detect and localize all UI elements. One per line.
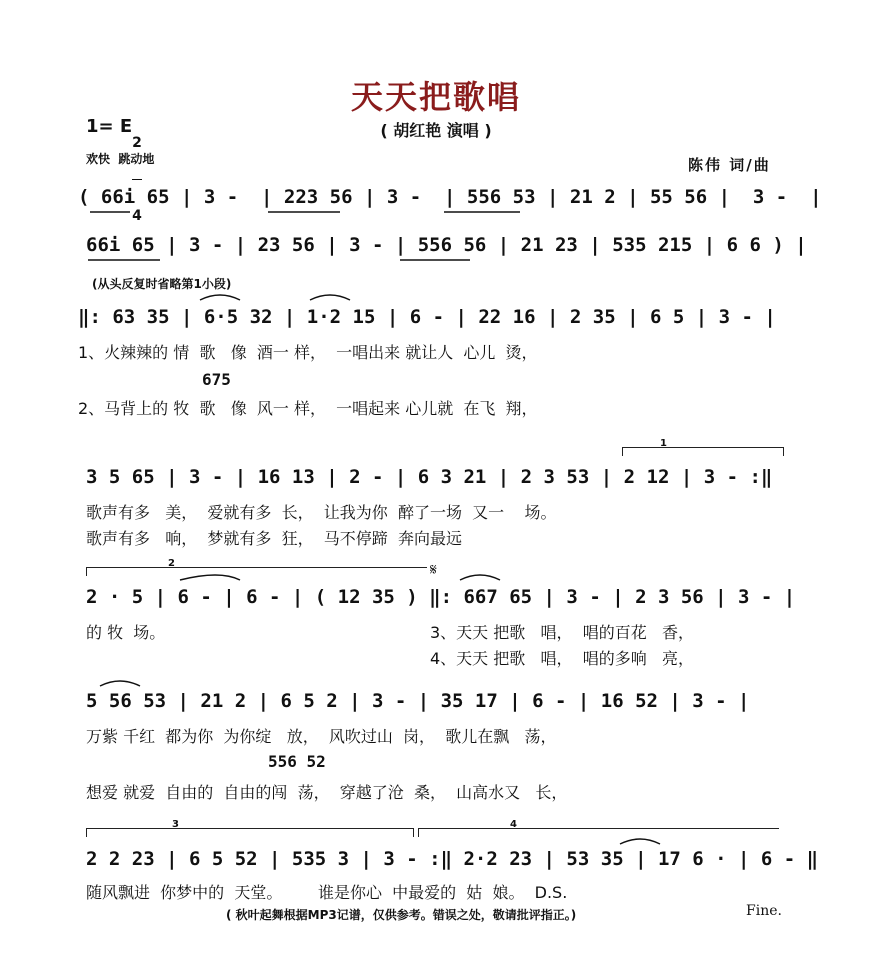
song-title: 天天把歌唱 (350, 78, 521, 116)
lyric-row-5-verse-4: 4、天天 把歌 唱， 唱的多响 亮， (430, 649, 694, 668)
slur-mark (200, 295, 240, 300)
volta-2-label: 2 (168, 558, 175, 569)
alt-notation-556-52: 556 52 (268, 752, 326, 771)
notation-row-2: 66i 65 | 3 - | 23 56 | 3 - | 556 56 | 21 23 | 535 215 | 6 6 ) | (86, 234, 807, 256)
key-signature: 1= E (86, 116, 133, 137)
time-signature-top: 2 (132, 135, 142, 151)
slur-mark (310, 295, 350, 300)
volta-3-bracket (86, 828, 414, 837)
lyric-row-4-verse-2: 歌声有多 响， 梦就有多 狂， 马不停蹄 奔向最远 (86, 529, 462, 548)
notation-row-6: 5 56 53 | 21 2 | 6 5 2 | 3 - | 35 17 | 6 - | 16 52 | 3 - | (86, 690, 750, 712)
fine-marking: Fine. (746, 903, 782, 919)
notation-row-3: ‖: 63 35 | 6·5 32 | 1·2 15 | 6 - | 22 16 | 2 35 | 6 5 | 3 - | (78, 306, 776, 328)
volta-4-bracket (418, 828, 779, 837)
slur-mark (620, 839, 660, 844)
volta-3-label: 3 (172, 819, 179, 830)
slur-mark (100, 681, 140, 686)
lyric-row-6-verse-2: 想爱 就爱 自由的 自由的闯 荡， 穿越了沧 桑， 山高水又 长， (86, 783, 568, 802)
lyric-row-5-verse-1: 的 牧 场。 (86, 623, 166, 642)
time-signature-bottom: 4 (132, 208, 142, 224)
notation-row-7: 2 2 23 | 6 5 52 | 535 3 | 3 - :‖ 2·2 23 | 53 35 | 17 6 · | 6 - ‖ (86, 848, 819, 870)
tempo-marking: 欢快 跳动地 (86, 152, 155, 166)
lyric-row-5-verse-3: 3、天天 把歌 唱， 唱的百花 香， (430, 623, 694, 642)
transcription-note: ( 秋叶起舞根据MP3记谱，仅供参考。错误之处，敬请批评指正。) (226, 908, 577, 922)
volta-1-label: 1 (660, 438, 667, 449)
slur-mark (460, 575, 500, 580)
notation-row-1: ( 66i 65 | 3 - | 223 56 | 3 - | 556 53 | 21 2 | 55 56 | 3 - | (78, 186, 822, 208)
repeat-note: (从头反复时省略第1小段) (92, 277, 232, 291)
singer-credit: ( 胡红艳 演唱 ) (380, 121, 492, 140)
lyric-row-3-verse-1: 1、火辣辣的 情 歌 像 酒一 样， 一唱出来 就让人 心儿 烫， (78, 343, 538, 362)
lyric-row-6-verse-1: 万紫 千红 都为你 为你绽 放， 风吹过山 岗， 歌儿在飘 荡， (86, 727, 557, 746)
lyric-row-4-verse-1: 歌声有多 美， 爱就有多 长， 让我为你 醉了一场 又一 场。 (86, 503, 557, 522)
time-signature (132, 108, 142, 237)
composer-credit: 陈伟 词/曲 (688, 156, 771, 174)
lyric-row-3-verse-2: 2、马背上的 牧 歌 像 风一 样， 一唱起来 心儿就 在飞 翔， (78, 399, 538, 418)
notation-row-4: 3 5 65 | 3 - | 16 13 | 2 - | 6 3 21 | 2 3 53 | 2 12 | 3 - :‖ (86, 466, 773, 488)
lyric-row-7-verse-1: 随风飘进 你梦中的 天堂。 谁是你心 中最爱的 姑 娘。 D.S. (86, 883, 568, 902)
notation-row-5: 2 · 5 | 6 - | 6 - | ( 12 35 ) ‖: 667 65 | 3 - | 2 3 56 | 3 - | (86, 586, 796, 608)
volta-4-label: 4 (510, 819, 517, 830)
volta-2-bracket (86, 567, 427, 576)
alt-notation-675: 675 (202, 370, 231, 389)
volta-1-bracket (622, 447, 784, 456)
segno-sign: 𝄋 (430, 560, 437, 579)
